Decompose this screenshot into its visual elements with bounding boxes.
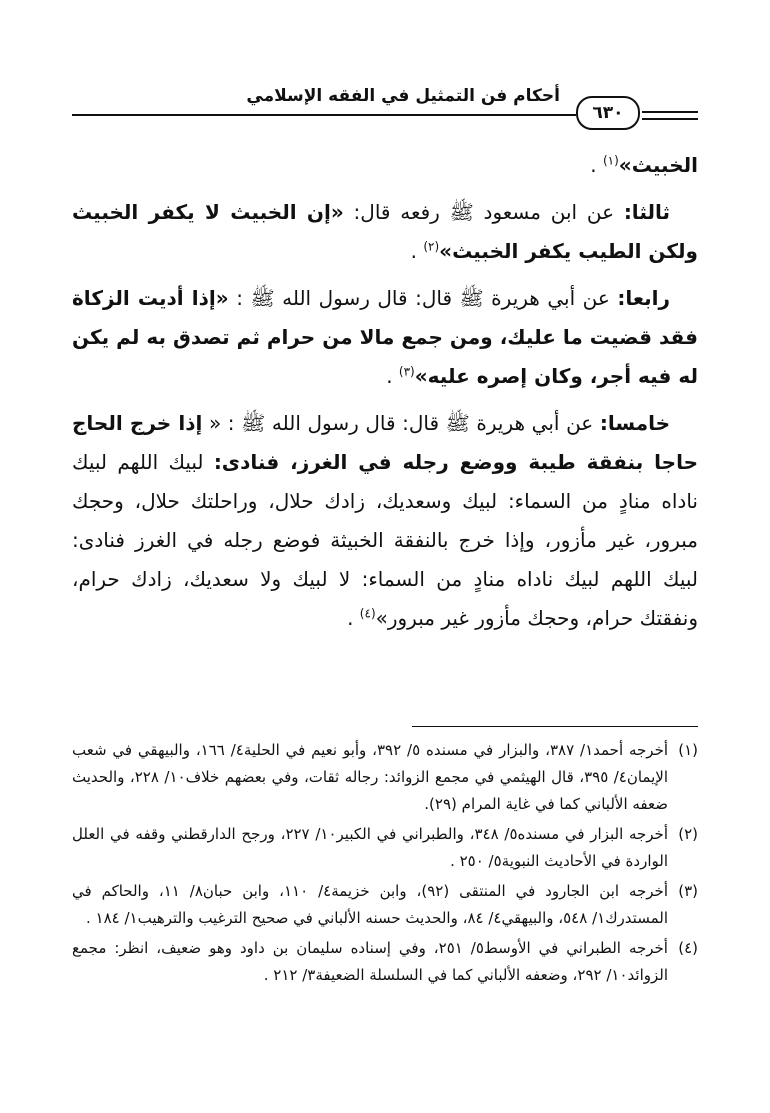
running-title: أحكام فن التمثيل في الفقه الإسلامي: [246, 86, 560, 106]
footnote-ref: (٤): [359, 606, 376, 621]
page-number: ٦٣٠: [576, 96, 640, 130]
paragraph-end: .: [590, 153, 603, 177]
paragraph-third: [72, 193, 698, 271]
footnote-item: [72, 737, 698, 818]
paragraph-text: عن ابن مسعود ﷺ رفعه قال:: [343, 200, 624, 224]
hadith-quote: إذا خرج الحاج حاجا بنفقة طيبة ووضع رجله في الغرز، فنادى:: [72, 411, 698, 474]
header-rule: [72, 114, 576, 116]
footnote-number: (١): [678, 741, 698, 759]
main-text: [72, 146, 698, 646]
hadith-quote: «إذا أديت الزكاة فقد قضيت ما عليك، ومن جمع مالا من حرام ثم تصدق به لم يكن له فيه أجر، وكان إصره عليه»: [72, 286, 698, 388]
paragraph-end: .: [410, 239, 424, 263]
hadith-quote-rest: لبيك اللهم لبيك ناداه منادٍ من السماء: لبيك وسعديك، زادك حلال، وراحلتك حلال، وحجك مبرور، غير مأزور، وإذا خرج بالنفقة الخبيثة فوضع رجله في الغرز فنادى: لبيك اللهم لبيك ناداه منادٍ من السماء: لا لبيك ولا سعديك، زادك حرام، ونفقتك حرام، وحجك مأزور غير مبرور»: [72, 450, 698, 630]
footnote-ref: (١): [602, 153, 619, 168]
header-rule-double-top: [642, 111, 698, 113]
footnote-item: [72, 878, 698, 932]
footnote-ref: (٢): [423, 239, 440, 254]
hadith-quote: «إن الخبيث لا يكفر الخبيث ولكن الطيب يكفر الخبيث»: [72, 200, 698, 263]
quote-text: الخبيث»: [618, 153, 698, 177]
paragraph-text: عن أبي هريرة ﷺ قال: قال رسول الله ﷺ : «: [202, 411, 600, 435]
paragraph-fourth: [72, 279, 698, 396]
paragraph-lead: خامسا:: [599, 411, 670, 435]
header-rule-double-bottom: [642, 118, 698, 120]
footnote-number: (٤): [678, 939, 698, 957]
footnote-text: أخرجه ابن الجارود في المنتقى (٩٢)، وابن خزيمة٤/ ١١٠، وابن حبان٨/ ١١، والحاكم في المستدرك١/ ٥٤٨، والبيهقي٤/ ٨٤، والحديث حسنه الألباني في صحيح الترغيب والترهيب١/ ١٨٤ .: [72, 882, 668, 927]
footnote-text: أخرجه البزار في مسنده٥/ ٣٤٨، والطبراني في الكبير١٠/ ٢٢٧، ورجح الدارقطني وقفه في العلل الواردة في الأحاديث النبوية٥/ ٢٥٠ .: [72, 825, 668, 870]
paragraph-lead: رابعا:: [617, 286, 671, 310]
paragraph-text: عن أبي هريرة ﷺ قال: قال رسول الله ﷺ :: [228, 286, 618, 310]
footnote-separator: [412, 726, 698, 727]
footnote-text: أخرجه الطبراني في الأوسط٥/ ٢٥١، وفي إسناده سليمان بن داود وهو ضعيف، انظر: مجمع الزوائد١٠/ ٢٩٢، وضعفه الألباني كما في السلسلة الضعيفة٣/ ٢١٢ .: [72, 939, 668, 984]
paragraph-end: .: [347, 606, 360, 630]
footnote-number: (٣): [678, 882, 698, 900]
footnotes: [72, 737, 698, 992]
paragraph-end: .: [386, 364, 399, 388]
footnote-number: (٢): [678, 825, 698, 843]
paragraph-continuation: [72, 146, 698, 185]
footnote-ref: (٣): [398, 364, 415, 379]
footnote-item: [72, 935, 698, 989]
paragraph-fifth: [72, 404, 698, 638]
footnote-item: [72, 821, 698, 875]
paragraph-lead: ثالثا:: [623, 200, 671, 224]
footnote-text: أخرجه أحمد١/ ٣٨٧، والبزار في مسنده ٥/ ٣٩٢، وأبو نعيم في الحلية٤/ ١٦٦، والبيهقي في شعب الإيمان٤/ ٣٩٥، قال الهيثمي في مجمع الزوائد: رجاله ثقات، وفي بعضهم خلاف١٠/ ٢٢٨، والحديث ضعفه الألباني كما في غاية المرام (٢٩).: [72, 741, 669, 813]
